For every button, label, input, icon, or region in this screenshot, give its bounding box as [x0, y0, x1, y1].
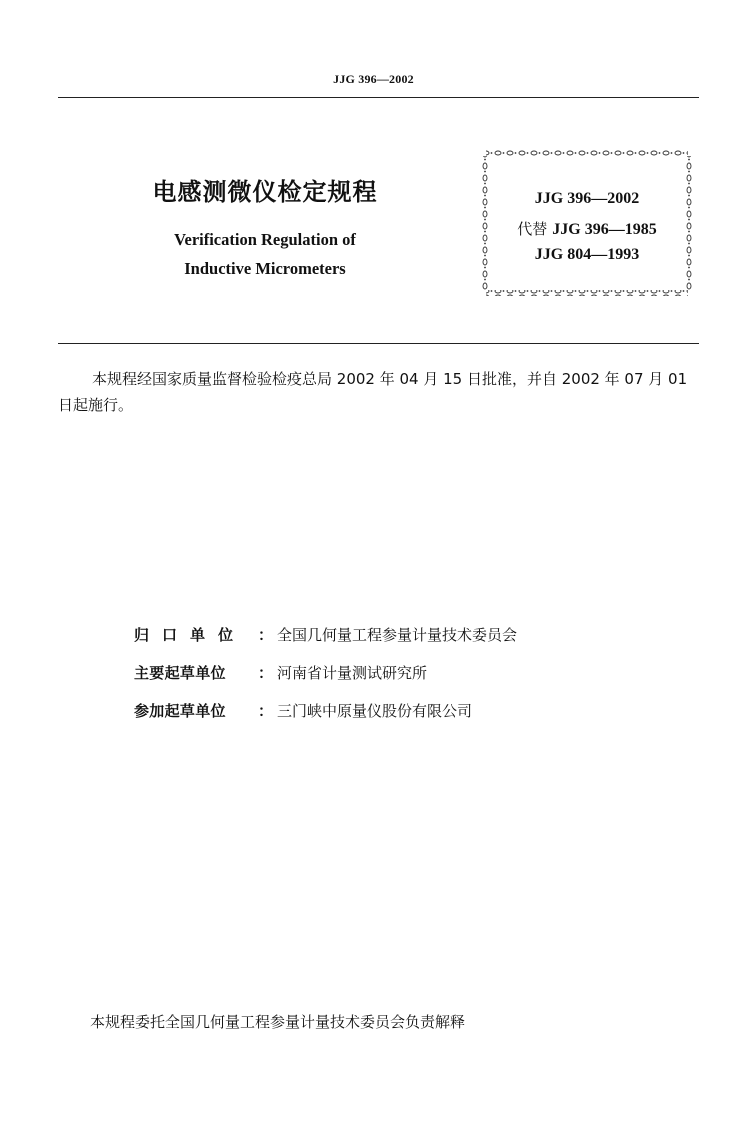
org-label-participating-drafting-unit: 参加起草单位: [134, 702, 226, 720]
header-standard-code: JJG 396—2002: [333, 72, 414, 86]
org-row-participating-drafting-unit: 参加起草单位 ： 三门峡中原量仪股份有限公司: [134, 702, 473, 720]
org-value-centralized-unit: 全国几何量工程参量计量技术委员会: [277, 626, 518, 644]
replaced-standard-code-2: JJG 804—1993: [534, 246, 640, 263]
approval-statement: 本规程经国家质量监督检验检疫总局 2002 年 04 月 15 日批准，并自 2002 年 07 月 01 日起施行。: [58, 370, 688, 414]
replaces-label: 代替: [517, 220, 548, 238]
document-title-chinese: 电感测微仪检定规程: [152, 178, 378, 206]
document-title-english-line-1: Verification Regulation of: [174, 230, 356, 249]
org-value-participating-drafting-unit: 三门峡中原量仪股份有限公司: [277, 702, 473, 720]
standard-code-box: [482, 150, 692, 296]
current-standard-code: JJG 396—2002: [534, 190, 640, 207]
interpretation-note: 本规程委托全国几何量工程参量计量技术委员会负责解释: [90, 1013, 466, 1031]
org-row-main-drafting-unit: 主要起草单位 ： 河南省计量测试研究所: [134, 664, 428, 682]
org-row-centralized-unit: 归 口 单 位 ： 全国几何量工程参量计量技术委员会: [134, 626, 518, 644]
header-divider: [58, 97, 699, 98]
org-label-centralized-unit: 归 口 单 位: [134, 626, 234, 644]
replaced-standard-line-1: [482, 218, 692, 239]
responsible-organizations: [134, 624, 694, 738]
section-divider: [58, 343, 699, 344]
org-value-main-drafting-unit: 河南省计量测试研究所: [277, 664, 428, 682]
org-label-main-drafting-unit: 主要起草单位: [134, 664, 226, 682]
document-title-english-line-2: Inductive Micrometers: [184, 259, 346, 278]
replaced-standard-code-1: JJG 396—1985: [552, 221, 657, 238]
